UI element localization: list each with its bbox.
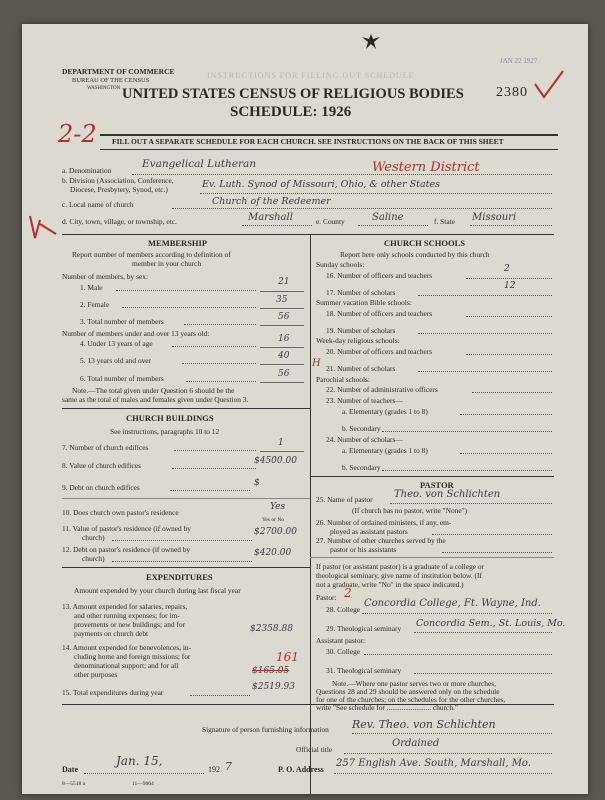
q23b-label: b. Secondary: [342, 424, 381, 433]
q6-value: 56: [278, 369, 290, 379]
red-margin-mark-icon: [26, 210, 60, 244]
signature-value: Rev. Theo. von Schlichten: [352, 718, 496, 731]
q10-value: Yes: [270, 502, 286, 512]
q23a-label: a. Elementary (grades 1 to 8): [342, 407, 428, 416]
q27-label-1: 27. Number of other churches served by the: [316, 536, 446, 545]
q13-value: $2358.88: [250, 624, 293, 634]
q16-label: 16. Number of officers and teachers: [326, 271, 433, 280]
pastor-intro-2: theological seminary, give name of institution below. (If: [316, 571, 482, 580]
q13-label-2: and other running expenses; for im-: [74, 611, 180, 620]
county-value: Saline: [372, 212, 404, 223]
q4-label: 4. Under 13 years of age: [80, 339, 153, 348]
pastor-intro-1: If pastor (or assistant pastor) is a graduate of a college or: [316, 562, 485, 571]
denomination-value: Evangelical Lutheran: [142, 158, 257, 170]
q7-value: 1: [278, 438, 284, 448]
division-label-line2: Diocese, Presbytery, Synod, etc.): [70, 185, 168, 194]
date-label: Date: [62, 765, 78, 774]
city-value: Marshall: [248, 212, 293, 223]
po-address-value: 257 English Ave. South, Marshall, Mo.: [336, 758, 531, 769]
year-prefix: 192: [208, 765, 220, 774]
county-label: e. County: [316, 217, 345, 226]
q29-label: 29. Theological seminary: [326, 624, 402, 633]
vbs-label: Summer vacation Bible schools:: [316, 298, 412, 307]
q14-label-1: 14. Amount expended for benevolences, in-: [62, 643, 192, 652]
q13-label-1: 13. Amount expended for salaries, repairs,: [62, 602, 188, 611]
q26-label-2: ployed as assistant pastors: [330, 527, 408, 536]
sunday-schools-label: Sunday schools:: [316, 260, 365, 269]
q17-value: 12: [504, 281, 516, 291]
pastor-note-4: write "See schedule for ........................ church.": [316, 703, 458, 712]
instruction-line: FILL OUT A SEPARATE SCHEDULE FOR EACH CHURCH. SEE INSTRUCTIONS ON THE BACK OF THIS SHEET: [112, 137, 504, 146]
q3-value: 56: [278, 312, 290, 322]
q25-label: 25. Name of pastor: [316, 495, 373, 504]
membership-intro-2: member in your church: [132, 259, 202, 268]
red-h-mark: H: [312, 358, 321, 369]
q25-note: (If church has no pastor, write "None"): [352, 506, 468, 515]
form-number-1: 8—5518 a: [62, 781, 86, 787]
q26-label-1: 26. Number of ordained ministers, if any, em-: [316, 518, 452, 527]
q17-label: 17. Number of scholars: [326, 288, 396, 297]
official-title-label: Official title: [296, 745, 333, 754]
schools-subheading: Report here only schools conducted by this church: [340, 250, 490, 259]
census-schedule-document: [22, 24, 588, 794]
q22-label: 22. Number of administrative officers: [326, 385, 438, 394]
denomination-label: a. Denomination: [62, 166, 112, 175]
date-value: Jan. 15,: [116, 754, 163, 768]
q13-label-4: payments on church debt: [74, 629, 149, 638]
q1-label: 1. Male: [80, 283, 103, 292]
q8-label: 8. Value of church edifices: [62, 461, 141, 470]
q20-label: 20. Number of officers and teachers: [326, 347, 433, 356]
q23-label: 23. Number of teachers—: [326, 396, 403, 405]
division-note: Western District: [372, 160, 480, 175]
q15-value: $2519.93: [252, 682, 295, 692]
signature-label: Signature of person furnishing information: [202, 725, 329, 734]
eagle-seal-icon: [360, 32, 382, 50]
q5-label: 5. 13 years old and over: [80, 356, 152, 365]
q1-value: 21: [278, 277, 290, 287]
buildings-subheading: See instructions, paragraphs 10 to 12: [110, 427, 220, 436]
by-sex-label: Number of members, by sex:: [62, 272, 148, 281]
local-name-label: c. Local name of church: [62, 200, 134, 209]
q21-label: 21. Number of scholars: [326, 364, 396, 373]
q12-label-1: 12. Debt on pastor's residence (if owned by: [62, 545, 191, 554]
official-title-value: Ordained: [392, 738, 440, 749]
q9-value: $: [254, 478, 260, 488]
assistant-pastor-label: Assistant pastor:: [316, 636, 366, 645]
expenditures-subheading: Amount expended by your church during last fiscal year: [74, 586, 241, 595]
parochial-label: Parochial schools:: [316, 375, 370, 384]
q11-label-2: church): [82, 533, 105, 542]
q25-value: Theo. von Schlichten: [394, 489, 501, 500]
form-number-2: 11—9664: [132, 781, 154, 787]
q14-correction: 161: [276, 650, 299, 664]
q14-label-4: other purposes: [74, 670, 118, 679]
q10-note: Yes or No: [262, 517, 285, 523]
q29-value: Concordia Sem., St. Louis, Mo.: [416, 618, 566, 629]
bureau-city: WASHINGTON: [87, 86, 121, 91]
q31-label: 31. Theological seminary: [326, 666, 402, 675]
schedule-year: SCHEDULE: 1926: [230, 104, 352, 120]
q3-label: 3. Total number of members: [80, 317, 164, 326]
red-check-mark-icon: [532, 68, 566, 100]
margin-mark: 2-2: [58, 120, 97, 148]
by-age-label: Number of members under and over 13 years old:: [62, 329, 210, 338]
faded-header-text: INSTRUCTIONS FOR FILLING OUT SCHEDULE: [207, 71, 415, 80]
q10-label: 10. Does church own pastor's residence: [62, 508, 179, 517]
q18-label: 18. Number of officers and teachers: [326, 309, 433, 318]
buildings-heading: CHURCH BUILDINGS: [126, 413, 214, 423]
pastor-heading: PASTOR: [420, 480, 454, 490]
q24-label: 24. Number of scholars—: [326, 435, 403, 444]
schools-heading: CHURCH SCHOOLS: [384, 238, 465, 248]
membership-note-1: Note.—The total given under Question 6 should be the: [72, 386, 235, 395]
pastor-intro-3: not a graduate, write "No" in the space indicated.): [316, 580, 464, 589]
q15-label: 15. Total expenditures during year: [62, 688, 164, 697]
state-label: f. State: [434, 217, 455, 226]
q14-value: $165.05: [252, 666, 290, 676]
q11-label-1: 11. Value of pastor's residence (if owned by: [62, 524, 191, 533]
q14-label-2: cluding home and foreign missions; for: [74, 652, 191, 661]
pastor-note-1: Note.—Where one pastor serves two or more churches,: [332, 679, 496, 688]
q14-label-3: denominational support; and for all: [74, 661, 179, 670]
pastor-note-3: for one of the churches; on the schedules for the other churches,: [316, 695, 506, 704]
division-value: Ev. Luth. Synod of Missouri, Ohio, & other States: [202, 179, 440, 190]
division-label-line1: b. Division (Association, Conference,: [62, 176, 174, 185]
membership-heading: MEMBERSHIP: [148, 238, 208, 248]
pastor-sublabel: Pastor:: [316, 593, 337, 602]
q27-label-2: pastor or his assistants: [330, 545, 397, 554]
q9-label: 9. Debt on church edifices: [62, 483, 140, 492]
membership-intro-1: Report number of members according to definition of: [72, 250, 231, 259]
q13-label-3: provements or new buildings; and for: [74, 620, 186, 629]
membership-note-2: same as the total of males and females given under Question 3.: [62, 395, 249, 404]
q28-value: Concordia College, Ft. Wayne, Ind.: [364, 598, 541, 609]
state-value: Missouri: [472, 212, 517, 223]
pastor-note-2: Questions 28 and 29 should be answered only on the schedule: [316, 687, 500, 696]
po-address-label: P. O. Address: [278, 765, 324, 774]
bureau-name: BUREAU OF THE CENSUS: [72, 77, 150, 84]
schedule-number: 2380: [496, 85, 528, 100]
q12-label-2: church): [82, 554, 105, 563]
department-name: DEPARTMENT OF COMMERCE: [62, 67, 175, 76]
q4-value: 16: [278, 334, 290, 344]
q19-label: 19. Number of scholars: [326, 326, 396, 335]
q6-label: 6. Total number of members: [80, 374, 164, 383]
q2-value: 35: [276, 295, 288, 305]
q24a-label: a. Elementary (grades 1 to 8): [342, 446, 428, 455]
weekday-label: Week-day religious schools:: [316, 336, 400, 345]
q24b-label: b. Secondary: [342, 463, 381, 472]
q2-label: 2. Female: [80, 300, 110, 309]
pastor-red-mark: 2: [344, 586, 352, 600]
q12-value: $420.00: [254, 548, 292, 558]
q5-value: 40: [278, 351, 290, 361]
received-stamp: JAN 22 1927: [500, 57, 538, 65]
document-title: UNITED STATES CENSUS OF RELIGIOUS BODIES: [122, 86, 464, 102]
q11-value: $2700.00: [254, 527, 297, 537]
q16-value: 2: [504, 264, 510, 274]
expenditures-heading: EXPENDITURES: [146, 572, 213, 582]
q7-label: 7. Number of church edifices: [62, 443, 149, 452]
year-digit: 7: [225, 760, 232, 773]
q28-label: 28. College: [326, 605, 361, 614]
local-name-value: Church of the Redeemer: [212, 196, 331, 207]
city-label: d. City, town, village, or township, etc.: [62, 217, 177, 226]
q8-value: $4500.00: [254, 456, 297, 466]
q30-label: 30. College: [326, 647, 361, 656]
